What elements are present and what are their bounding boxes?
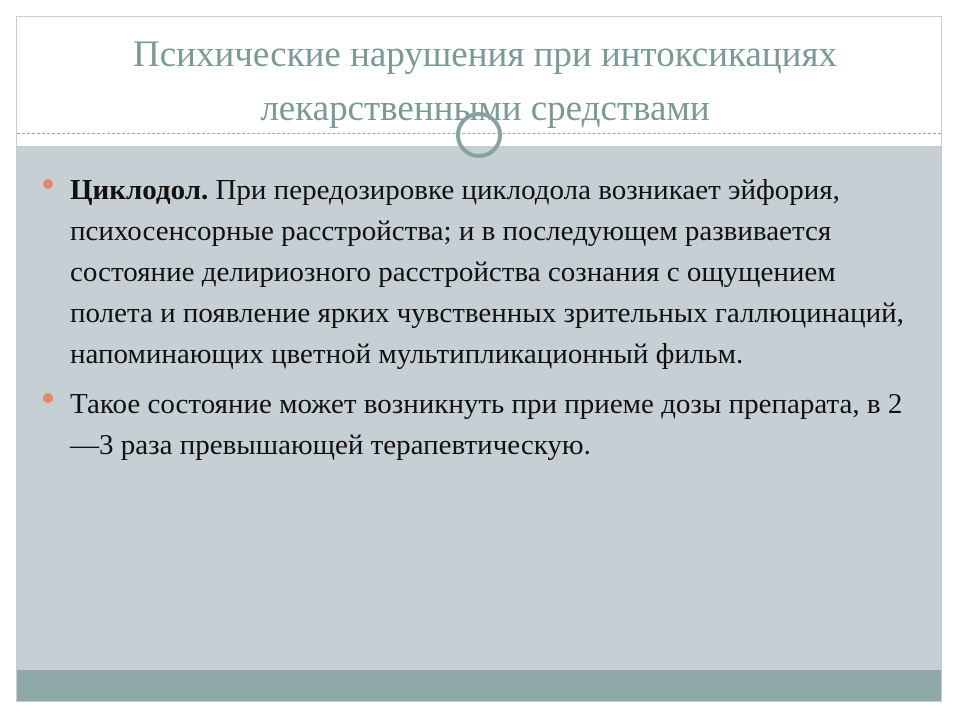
bullet-term: Циклодол. — [70, 174, 209, 206]
bullet-item-2 — [40, 384, 920, 466]
slide-title: Психические нарушения при интоксикациях лекарственными средствами — [133, 34, 837, 129]
bullet-icon — [43, 393, 53, 403]
bullet-item-1 — [40, 170, 920, 375]
bullet-list — [40, 170, 920, 475]
footer-bar — [17, 670, 941, 701]
bullet-icon — [43, 179, 53, 189]
ring-decoration-icon — [456, 112, 502, 158]
bullet-text: Такое состояние может возникнуть при приеме дозы препарата, в 2—3 раза превышающей терапевтическую. — [70, 388, 903, 461]
bullet-text: При передозировке циклодола возникает эйфория, психосенсорные расстройства; и в последующем развивается состояние делириозного расстройства сознания с ощущением полета и появление ярких чувственных зрительных галлюцинаций, напоминающих цветной мультипликационный фильм. — [70, 174, 904, 370]
